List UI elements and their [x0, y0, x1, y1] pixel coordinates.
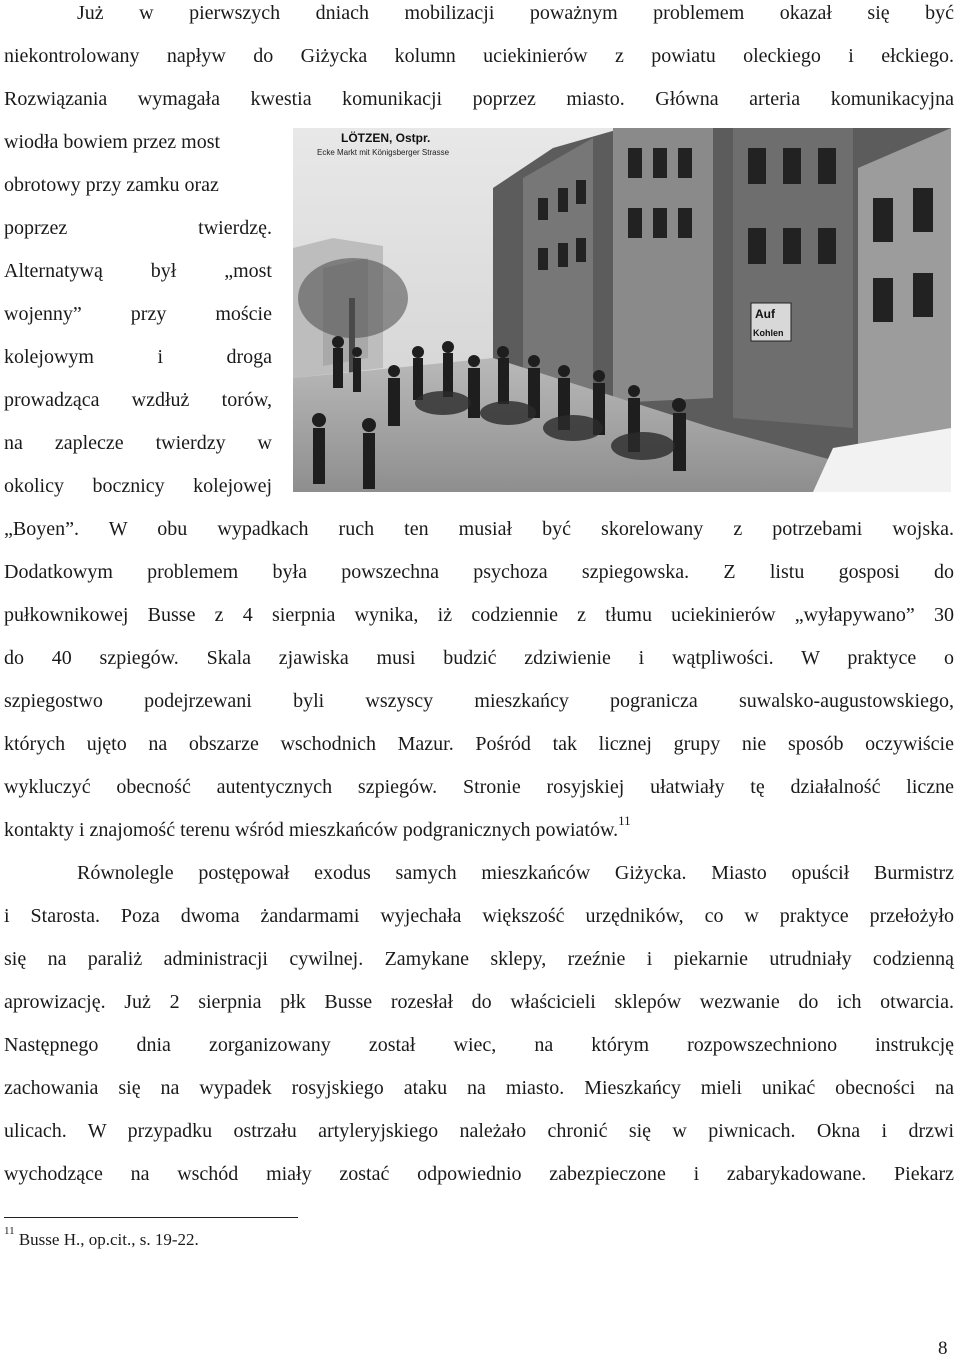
text-line: wychodzące na wschód miały zostać odpowiednio zabezpieczone i zabarykadowane. Piekarz	[4, 1163, 954, 1185]
footnote	[4, 1225, 199, 1251]
text-line: ulicach. W przypadku ostrzału artyleryjskiego należało chronić się w piwnicach. Okna i drzwi	[4, 1120, 954, 1142]
photo-caption: LÖTZEN, Ostpr.	[341, 131, 431, 145]
text-line: poprzez twierdzę.	[4, 217, 272, 239]
text-line: okolicy bocznicy kolejowej	[4, 475, 272, 497]
text-line: na zaplecze twierdzy w	[4, 432, 272, 454]
text-line: aprowizację. Już 2 sierpnia płk Busse rozesłał do właścicieli sklepów wezwanie do ich otwarcia.	[4, 991, 954, 1013]
text-line: „Boyen”. W obu wypadkach ruch ten musiał być skorelowany z potrzebami wojska.	[4, 518, 954, 540]
text-line: niekontrolowany napływ do Giżycka kolumn uciekinierów z powiatu oleckiego i ełckiego.	[4, 45, 954, 67]
text-line: prowadząca wzdłuż torów,	[4, 389, 272, 411]
shop-sign-text: Auf	[755, 307, 775, 321]
historical-photo	[293, 128, 951, 492]
text-line: wiodła bowiem przez most	[4, 131, 221, 153]
footnote-divider	[4, 1217, 298, 1218]
text-line: Już w pierwszych dniach mobilizacji poważnym problemem okazał się być	[77, 2, 954, 24]
text-line: Dodatkowym problemem była powszechna psychoza szpiegowska. Z listu gosposi do	[4, 561, 954, 583]
text-line: zachowania się na wypadek rosyjskiego ataku na miasto. Mieszkańcy mieli unikać obecności na	[4, 1077, 954, 1099]
text-line: wykluczyć obecność autentycznych szpiegów. Stronie rosyjskiej ułatwiały tę działalność liczne	[4, 776, 954, 798]
text-line: kolejowym i droga	[4, 346, 272, 368]
text-line: Równolegle postępował exodus samych mieszkańców Giżycka. Miasto opuścił Burmistrz	[77, 862, 954, 884]
photo-caption: Ecke Markt mit Königsberger Strasse	[317, 148, 450, 157]
text-line: i Starosta. Poza dwoma żandarmami wyjechała większość urzędników, co w praktyce przełożyło	[4, 905, 954, 927]
text-line: wojenny” przy moście	[4, 303, 272, 325]
text-line: obrotowy przy zamku oraz	[4, 174, 219, 196]
text-line: Następnego dnia zorganizowany został wiec, na którym rozpowszechniono instrukcję	[4, 1034, 954, 1056]
text-line: do 40 szpiegów. Skala zjawiska musi budzić zdziwienie i wątpliwości. W praktyce o	[4, 647, 954, 669]
text-line: szpiegostwo podejrzewani byli wszyscy mieszkańcy pogranicza suwalsko-augustowskiego,	[4, 690, 954, 712]
text-line: pułkownikowej Busse z 4 sierpnia wynika, iż codziennie z tłumu uciekinierów „wyłapywano” 30	[4, 604, 954, 626]
text-line: Rozwiązania wymagała kwestia komunikacji poprzez miasto. Główna arteria komunikacyjna	[4, 88, 954, 110]
text-line: których ujęto na obszarze wschodnich Mazur. Pośród tak licznej grupy nie sposób oczywiście	[4, 733, 954, 755]
footnote-text: Busse H., op.cit., s. 19-22.	[18, 1230, 199, 1249]
shop-sign-text: Kohlen	[753, 328, 784, 338]
page-number: 8	[938, 1338, 948, 1359]
text-line-content: kontakty i znajomość terenu wśród mieszkańców podgranicznych powiatów.	[4, 819, 619, 841]
text-line: Alternatywą był „most	[4, 260, 272, 282]
footnote-number: 11	[4, 1225, 15, 1238]
text-line: się na paraliż administracji cywilnej. Zamykane sklepy, rzeźnie i piekarnie utrudniały codzienną	[4, 948, 954, 970]
text-line	[4, 813, 954, 843]
footnote-reference[interactable]: 11	[618, 813, 631, 829]
